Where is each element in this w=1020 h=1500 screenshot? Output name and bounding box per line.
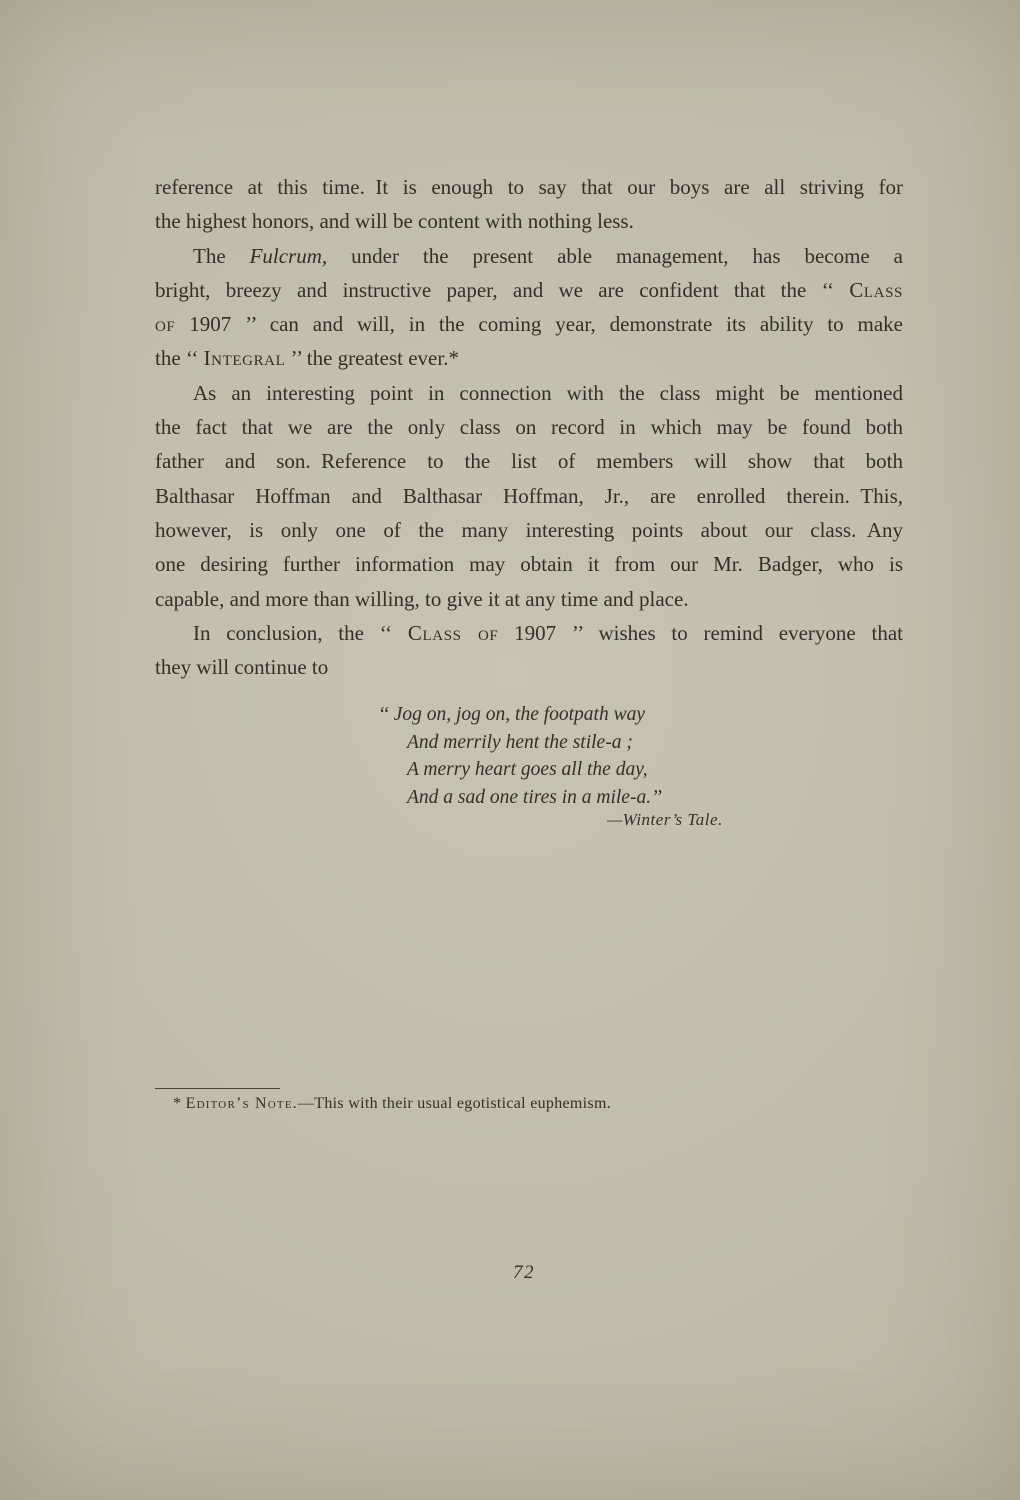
text-line xyxy=(155,376,903,410)
text-segment: 1907 ’’ can and will, in the coming year, demonstrate its ability to make xyxy=(175,312,903,337)
text-segment: 1907 ’’ wishes to remind everyone that xyxy=(498,620,903,645)
text-segment: The xyxy=(193,243,250,268)
text-line xyxy=(155,616,903,650)
text-segment: bright, breezy and instructive paper, and we are confident that the ‘‘ xyxy=(155,277,850,302)
text-segment: Class of xyxy=(407,620,499,645)
poem-line: And a sad one tires in a mile-a.’’ xyxy=(407,786,662,808)
text-segment: Integral xyxy=(203,346,286,371)
text-line xyxy=(155,444,903,478)
text-segment: * xyxy=(173,1095,186,1112)
text-line xyxy=(155,547,903,581)
body-text xyxy=(155,170,903,684)
text-segment: Fulcrum, xyxy=(249,243,328,268)
text-line xyxy=(155,307,903,341)
text-line xyxy=(155,170,903,204)
poem-line: And merrily hent the stile-a ; xyxy=(407,731,633,753)
text-segment: As an interesting point in connection with the class might be mentioned xyxy=(193,380,903,405)
text-segment: however, is only one of the many interesting points about our class. Any xyxy=(155,517,903,542)
page-number: 72 xyxy=(513,1262,535,1283)
text-segment: Balthasar Hoffman and Balthasar Hoffman, Jr., are enrolled therein. This, xyxy=(155,483,903,508)
text-segment: the ‘‘ xyxy=(155,346,204,371)
text-segment: ’’ the greatest ever.* xyxy=(285,346,459,371)
text-segment: one desiring further information may obtain it from our Mr. Badger, who is xyxy=(155,552,903,577)
text-segment: Class xyxy=(849,277,903,302)
text-line xyxy=(155,582,903,616)
text-segment: reference at this time. It is enough to say that our boys are all striving for xyxy=(155,175,903,199)
text-segment: —This with their usual egotistical euphemism. xyxy=(297,1095,611,1112)
text-segment: the highest honors, and will be content with nothing less. xyxy=(155,209,634,234)
text-segment: of xyxy=(155,312,176,337)
text-line xyxy=(155,341,903,375)
text-segment: capable, and more than willing, to give it at any time and place. xyxy=(155,586,689,611)
text-line xyxy=(155,204,903,238)
text-segment: the fact that we are the only class on record in which may be found both xyxy=(155,415,903,440)
footnote-divider xyxy=(155,1088,280,1089)
text-segment: Editor’s Note. xyxy=(185,1095,298,1112)
poem-line: ‘‘ Jog on, jog on, the footpath way xyxy=(378,704,646,725)
text-line xyxy=(155,410,903,444)
text-segment: father and son. Reference to the list of members will show that both xyxy=(155,449,903,474)
text-line xyxy=(155,513,903,547)
text-segment: they will continue to xyxy=(155,655,329,680)
footnote xyxy=(173,1095,611,1113)
text-segment: under the present able management, has become a xyxy=(327,243,904,268)
poem-attribution: —Winter’s Tale. xyxy=(607,810,723,829)
text-line xyxy=(155,273,903,307)
poem-quote xyxy=(378,701,662,811)
text-segment: In conclusion, the ‘‘ xyxy=(193,620,408,645)
text-line xyxy=(155,650,903,684)
text-line xyxy=(155,479,903,513)
text-line xyxy=(155,239,903,273)
poem-line: A merry heart goes all the day, xyxy=(407,759,648,780)
